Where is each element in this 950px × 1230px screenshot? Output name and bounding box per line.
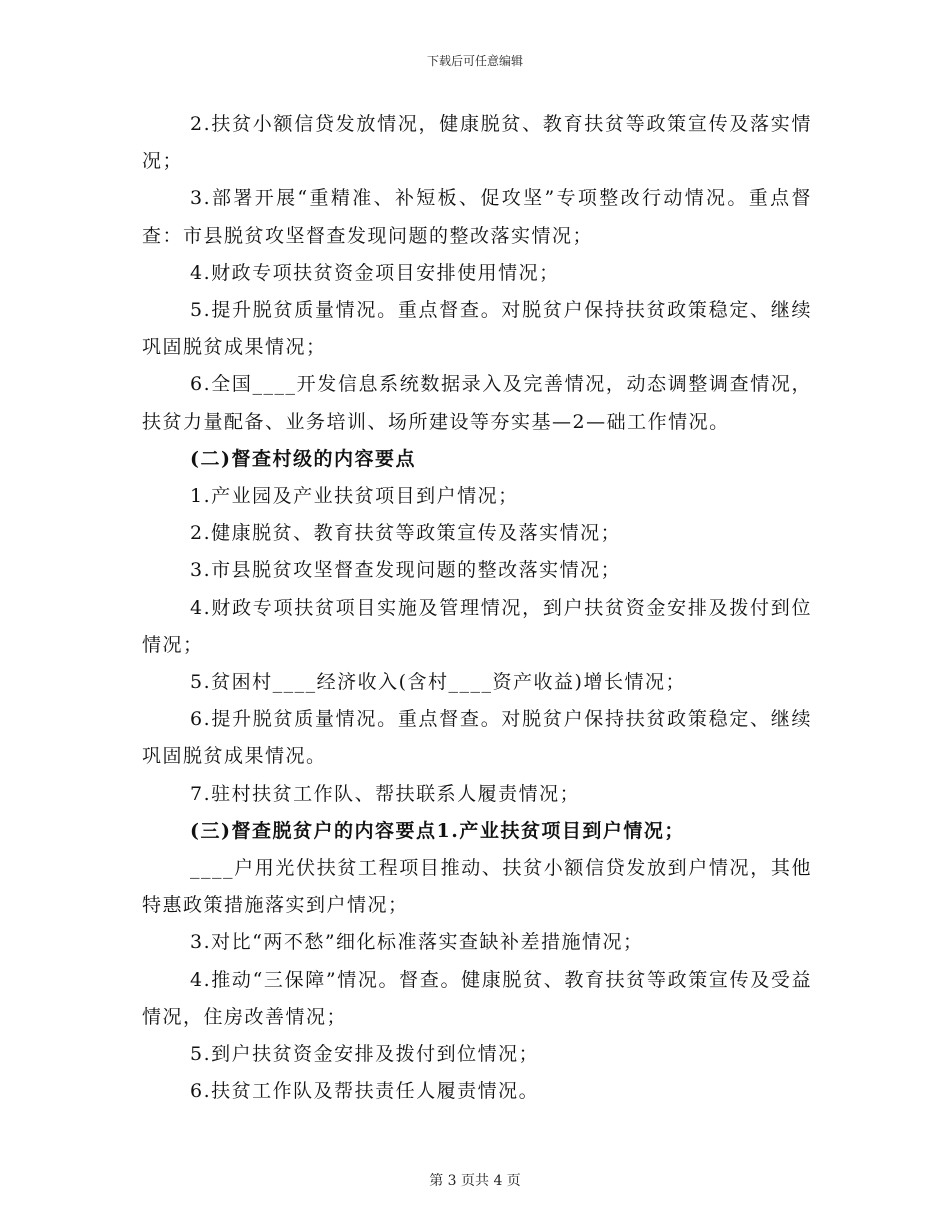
- page-header: 下载后可任意编辑: [426, 54, 523, 68]
- list-item: 5.提升脱贫质量情况。重点督查。对脱贫户保持扶贫政策稳定、继续巩固脱贫成果情况；: [142, 299, 812, 359]
- list-item: 6.扶贫工作队及帮扶责任人履责情况。: [190, 1080, 540, 1103]
- list-item: 3.市县脱贫攻坚督查发现问题的整改落实情况；: [190, 559, 622, 582]
- list-item: 4.推动“三保障”情况。督查。健康脱贫、教育扶贫等政策宣传及受益情况，住房改善情况；: [142, 968, 812, 1028]
- section-heading: (三)督查脱贫户的内容要点1.产业扶贫项目到户情况；: [190, 819, 685, 842]
- list-item: 4.财政专项扶贫项目实施及管理情况，到户扶贫资金安排及拨付到位情况；: [142, 596, 812, 656]
- list-item: 5.贫困村____经济收入(含村____资产收益)增长情况；: [190, 671, 686, 694]
- list-item: 6.提升脱贫质量情况。重点督查。对脱贫户保持扶贫政策稳定、继续巩固脱贫成果情况。: [142, 708, 812, 768]
- list-item: 3.部署开展“重精准、补短板、促攻坚”专项整改行动情况。重点督查：市县脱贫攻坚督查发现问题的整改落实情况；: [142, 187, 812, 247]
- list-item: 3.对比“两不愁”细化标准落实查缺补差措施情况；: [190, 931, 644, 954]
- list-item: ____户用光伏扶贫工程项目推动、扶贫小额信贷发放到户情况，其他特惠政策措施落实到户情况；: [142, 857, 812, 917]
- list-item: 2.扶贫小额信贷发放情况，健康脱贫、教育扶贫等政策宣传及落实情况；: [142, 113, 812, 173]
- list-item: 2.健康脱贫、教育扶贫等政策宣传及落实情况；: [190, 522, 622, 545]
- page-footer: 第 3 页共 4 页: [429, 1173, 521, 1189]
- list-item: 7.驻村扶贫工作队、帮扶联系人履责情况；: [190, 782, 581, 805]
- document-body: [142, 106, 812, 1110]
- list-item: 1.产业园及产业扶贫项目到户情况；: [190, 485, 519, 508]
- section-heading: (二)督查村级的内容要点: [190, 447, 416, 470]
- list-item: 5.到户扶贫资金安排及拨付到位情况；: [190, 1043, 540, 1066]
- list-item: 4.财政专项扶贫资金项目安排使用情况；: [190, 261, 560, 284]
- list-item: 6.全国____开发信息系统数据录入及完善情况，动态调整调查情况，扶贫力量配备、业务培训、场所建设等夯实基—2—础工作情况。: [142, 373, 812, 433]
